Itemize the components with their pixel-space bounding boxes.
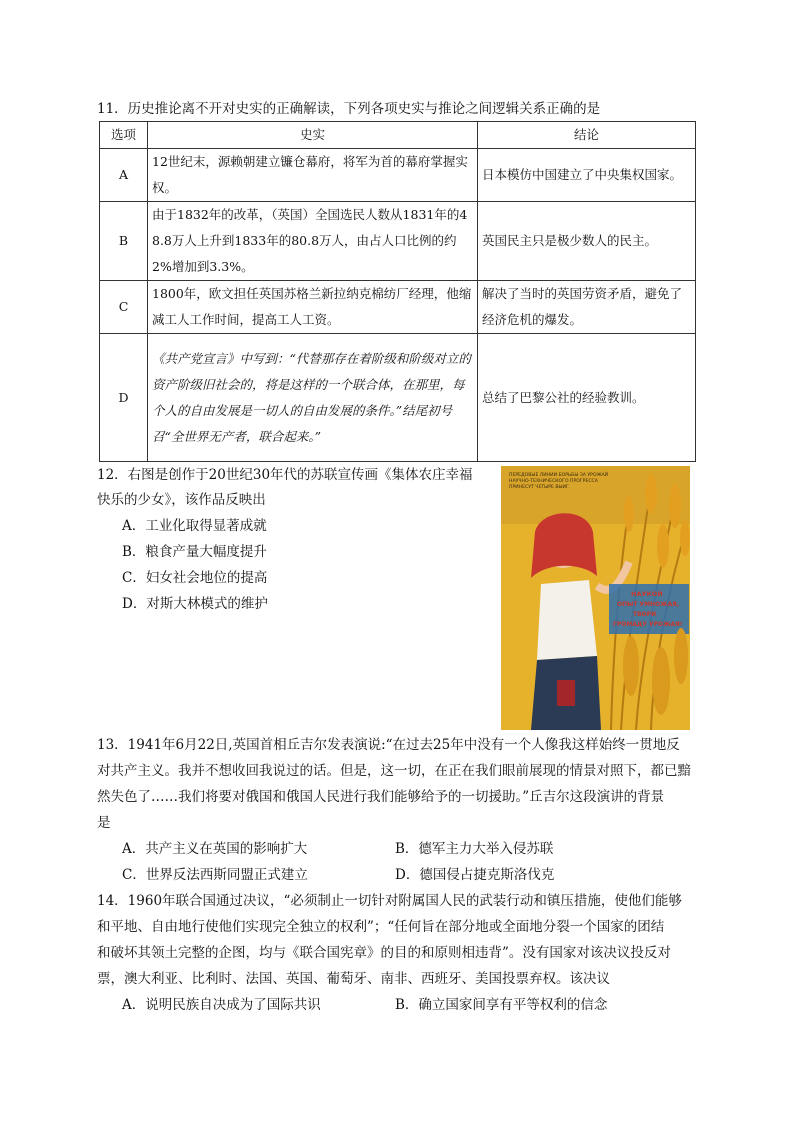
q14-option-b: B．确立国家间享有平等权利的信念 (395, 997, 608, 1013)
row-conclusion: 日本模仿中国建立了中央集权国家。 (478, 149, 696, 202)
table-row (100, 202, 696, 281)
q13-line2: 对共产主义。我并不想收回我说过的话。但是，这一切，在正在我们眼前展现的情景对照下，都已黯 (97, 763, 691, 779)
q14-line3: 和破坏其领土完整的企图，均与《联合国宪章》的目的和原则相违背”。没有国家对该决议投反对 (97, 945, 671, 961)
poster-slogan-1: НАУКОЙ (631, 590, 663, 598)
table-row (100, 149, 696, 202)
q13-option-c: C．世界反法西斯同盟正式建立 (122, 867, 308, 883)
q13-option-d: D．德国侵占捷克斯洛伐克 (395, 867, 555, 883)
row-option: B (100, 202, 148, 281)
poster-slogan-3: ТВОРИ (633, 611, 657, 618)
q12-stem-line2: 快乐的少女》，该作品反映出 (97, 492, 266, 508)
row-option: C (100, 281, 148, 334)
row-conclusion: 英国民主只是极少数人的民主。 (478, 202, 696, 281)
header-fact: 史实 (148, 122, 478, 149)
soviet-poster-image (501, 466, 690, 730)
q12-option-a: A．工业化取得显著成就 (122, 518, 267, 534)
poster-top-text-1: ПЕРЕДОВЫЕ ЛИНИИ БОРЬБЫ ЗА УРОЖАЙ (509, 473, 609, 478)
header-conclusion: 结论 (478, 122, 696, 149)
table-header-row (100, 122, 696, 149)
table-row (100, 334, 696, 462)
q11-table (99, 121, 696, 462)
q13-line3: 然失色了……我们将要对俄国和俄国人民进行我们能够给予的一切援助。”丘吉尔这段演讲的背景 (97, 789, 665, 805)
q12-option-c: C．妇女社会地位的提高 (122, 570, 268, 586)
poster-top-text-2: НАУЧНО-ТЕХНИЧЕСКОГО ПРОГРЕССА (509, 479, 598, 484)
q14-option-a: A．说明民族自决成为了国际共识 (122, 997, 321, 1013)
row-option: D (100, 334, 148, 462)
row-option: A (100, 149, 148, 202)
row-fact: 由于1832年的改革，（英国）全国选民人数从1831年的48.8万人上升到1833年的80.8万人，由占人口比例的约2%增加到3.3%。 (148, 202, 478, 281)
row-fact: 12世纪末，源赖朝建立镰仓幕府，将军为首的幕府掌握实权。 (148, 149, 478, 202)
q12-option-d: D．对斯大林模式的维护 (122, 596, 268, 612)
q12-stem-line1: 12．右图是创作于20世纪30年代的苏联宣传画《集体农庄幸福 (97, 467, 473, 483)
row-conclusion: 总结了巴黎公社的经验教训。 (478, 334, 696, 462)
q13-line4: 是 (97, 815, 111, 831)
q12-option-b: B．粮食产量大幅度提升 (122, 544, 267, 560)
poster-slogan-2: ОПЫТ УМНОЖАЯ, (617, 601, 680, 608)
table-row (100, 281, 696, 334)
q13-line1: 13．1941年6月22日,英国首相丘吉尔发表演说:“在过去25年中没有一个人像我这样始终一贯地反 (97, 737, 680, 753)
q14-line4: 票，澳大利亚、比利时、法国、英国、葡萄牙、南非、西班牙、美国投票弃权。该决议 (97, 971, 610, 987)
q13-option-a: A．共产主义在英国的影响扩大 (122, 841, 308, 857)
row-fact: 1800年，欧文担任英国苏格兰新拉纳克棉纺厂经理，他缩减工人工作时间，提高工人工资。 (148, 281, 478, 334)
poster-illustration (501, 466, 690, 730)
header-option: 选项 (100, 122, 148, 149)
q11-stem: 11．历史推论离不开对史实的正确解读，下列各项史实与推论之间逻辑关系正确的是 (97, 101, 601, 117)
q14-line1: 14．1960年联合国通过决议，“必须制止一切针对附属国人民的武装行动和镇压措施，使他们能够 (97, 893, 682, 909)
q13-option-b: B．德军主力大举入侵苏联 (395, 841, 554, 857)
poster-top-text-3: ПРИНЕСУТ ЧЕТЫРЕ ВЫИГ. (509, 485, 571, 490)
poster-slogan-4: ГРОМАДУ УРОЖАЯ! (613, 621, 683, 628)
q14-line2: 和平地、自由地行使他们实现完全独立的权利”；“任何旨在部分地或全面地分裂一个国家的团结 (97, 919, 665, 935)
row-conclusion: 解决了当时的英国劳资矛盾，避免了经济危机的爆发。 (478, 281, 696, 334)
row-fact: 《共产党宣言》中写到：“代替那存在着阶级和阶级对立的资产阶级旧社会的，将是这样的一个联合体，在那里，每个人的自由发展是一切人的自由发展的条件。”结尾初号召“全世界无产者，联合起来。” (148, 334, 478, 462)
